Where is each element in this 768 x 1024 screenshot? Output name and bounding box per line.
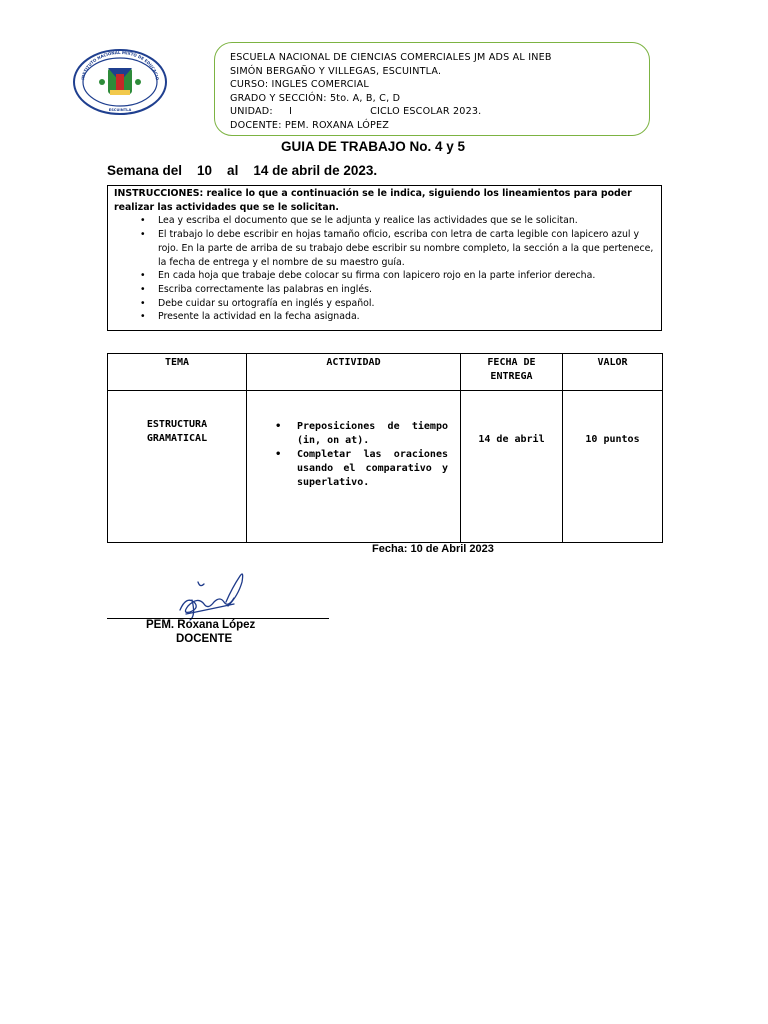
instruction-item: • Debe cuidar su ortografía en inglés y español. — [158, 297, 655, 311]
header-fecha-line1: FECHA DE — [487, 357, 536, 368]
header-fecha-line2: ENTREGA — [490, 371, 533, 382]
header-unit-cycle: UNIDAD: I CICLO ESCOLAR 2023. — [230, 106, 482, 117]
header-course: CURSO: INGLES COMERCIAL — [230, 79, 369, 90]
activity-list — [251, 420, 448, 490]
table-row — [108, 391, 663, 543]
signature-name: PEM. Roxana López — [146, 619, 256, 631]
instructions-list — [114, 214, 655, 324]
tema-line2: GRAMATICAL — [146, 433, 208, 444]
instructions-intro: INSTRUCCIONES: realice lo que a continuación se le indica, siguiendo los lineamientos para poder realizar las actividades que se le solicitan. — [114, 188, 632, 213]
activity-item: • Completar las oraciones usando el comparativo y superlativo. — [297, 448, 448, 490]
header-actividad: ACTIVIDAD — [247, 354, 461, 391]
header-school-name: ESCUELA NACIONAL DE CIENCIAS COMERCIALES JM ADS AL INEB — [230, 52, 552, 63]
table-header-row — [108, 354, 663, 391]
signature-role: DOCENTE — [176, 633, 233, 645]
cell-actividad — [247, 391, 461, 543]
header-valor: VALOR — [563, 354, 663, 391]
activity-item: • Preposiciones de tiempo (in, on at). — [297, 420, 448, 448]
handwritten-signature — [176, 570, 256, 622]
instruction-item: • El trabajo lo debe escribir en hojas tamaño oficio, escriba con letra de carta legible con lapicero azul y rojo. En la parte de arriba de su trabajo debe escribir su nombre completo, la sección a la que pertenece, la fecha de entrega y el nombre de su maestro guía. — [158, 228, 655, 269]
svg-text:ESCUINTLA: ESCUINTLA — [108, 108, 132, 112]
school-header-box — [214, 42, 650, 136]
cell-tema — [108, 391, 247, 543]
instruction-item: • En cada hoja que trabaje debe colocar su firma con lapicero rojo en la parte inferior derecha. — [158, 269, 655, 283]
header-grade-section: GRADO Y SECCIÓN: 5to. A, B, C, D — [230, 92, 401, 104]
instructions-box — [107, 185, 662, 331]
instruction-item: • Presente la actividad en la fecha asignada. — [158, 310, 655, 324]
activity-table — [107, 353, 663, 543]
svg-text:INSTITUTO NACIONAL MIXTO DE ED: INSTITUTO NACIONAL MIXTO DE EDUCACIO — [80, 49, 160, 81]
header-teacher: DOCENTE: PEM. ROXANA LÓPEZ — [230, 119, 390, 131]
tema-line1: ESTRUCTURA — [146, 419, 208, 430]
header-tema: TEMA — [108, 354, 247, 391]
date-line: Fecha: 10 de Abril 2023 — [372, 543, 494, 555]
school-logo — [72, 48, 168, 116]
instruction-item: • Lea y escriba el documento que se le adjunta y realice las actividades que se le solicitan. — [158, 214, 655, 228]
cell-valor: 10 puntos — [563, 391, 663, 543]
header-school-name-cont: SIMÓN BERGAÑO Y VILLEGAS, ESCUINTLA. — [230, 65, 442, 77]
header-fecha — [461, 354, 563, 391]
guide-title: GUIA DE TRABAJO No. 4 y 5 — [281, 139, 466, 154]
instruction-item: • Escriba correctamente las palabras en inglés. — [158, 283, 655, 297]
week-line: Semana del 10 al 14 de abril de 2023. — [107, 163, 378, 178]
cell-fecha: 14 de abril — [461, 391, 563, 543]
